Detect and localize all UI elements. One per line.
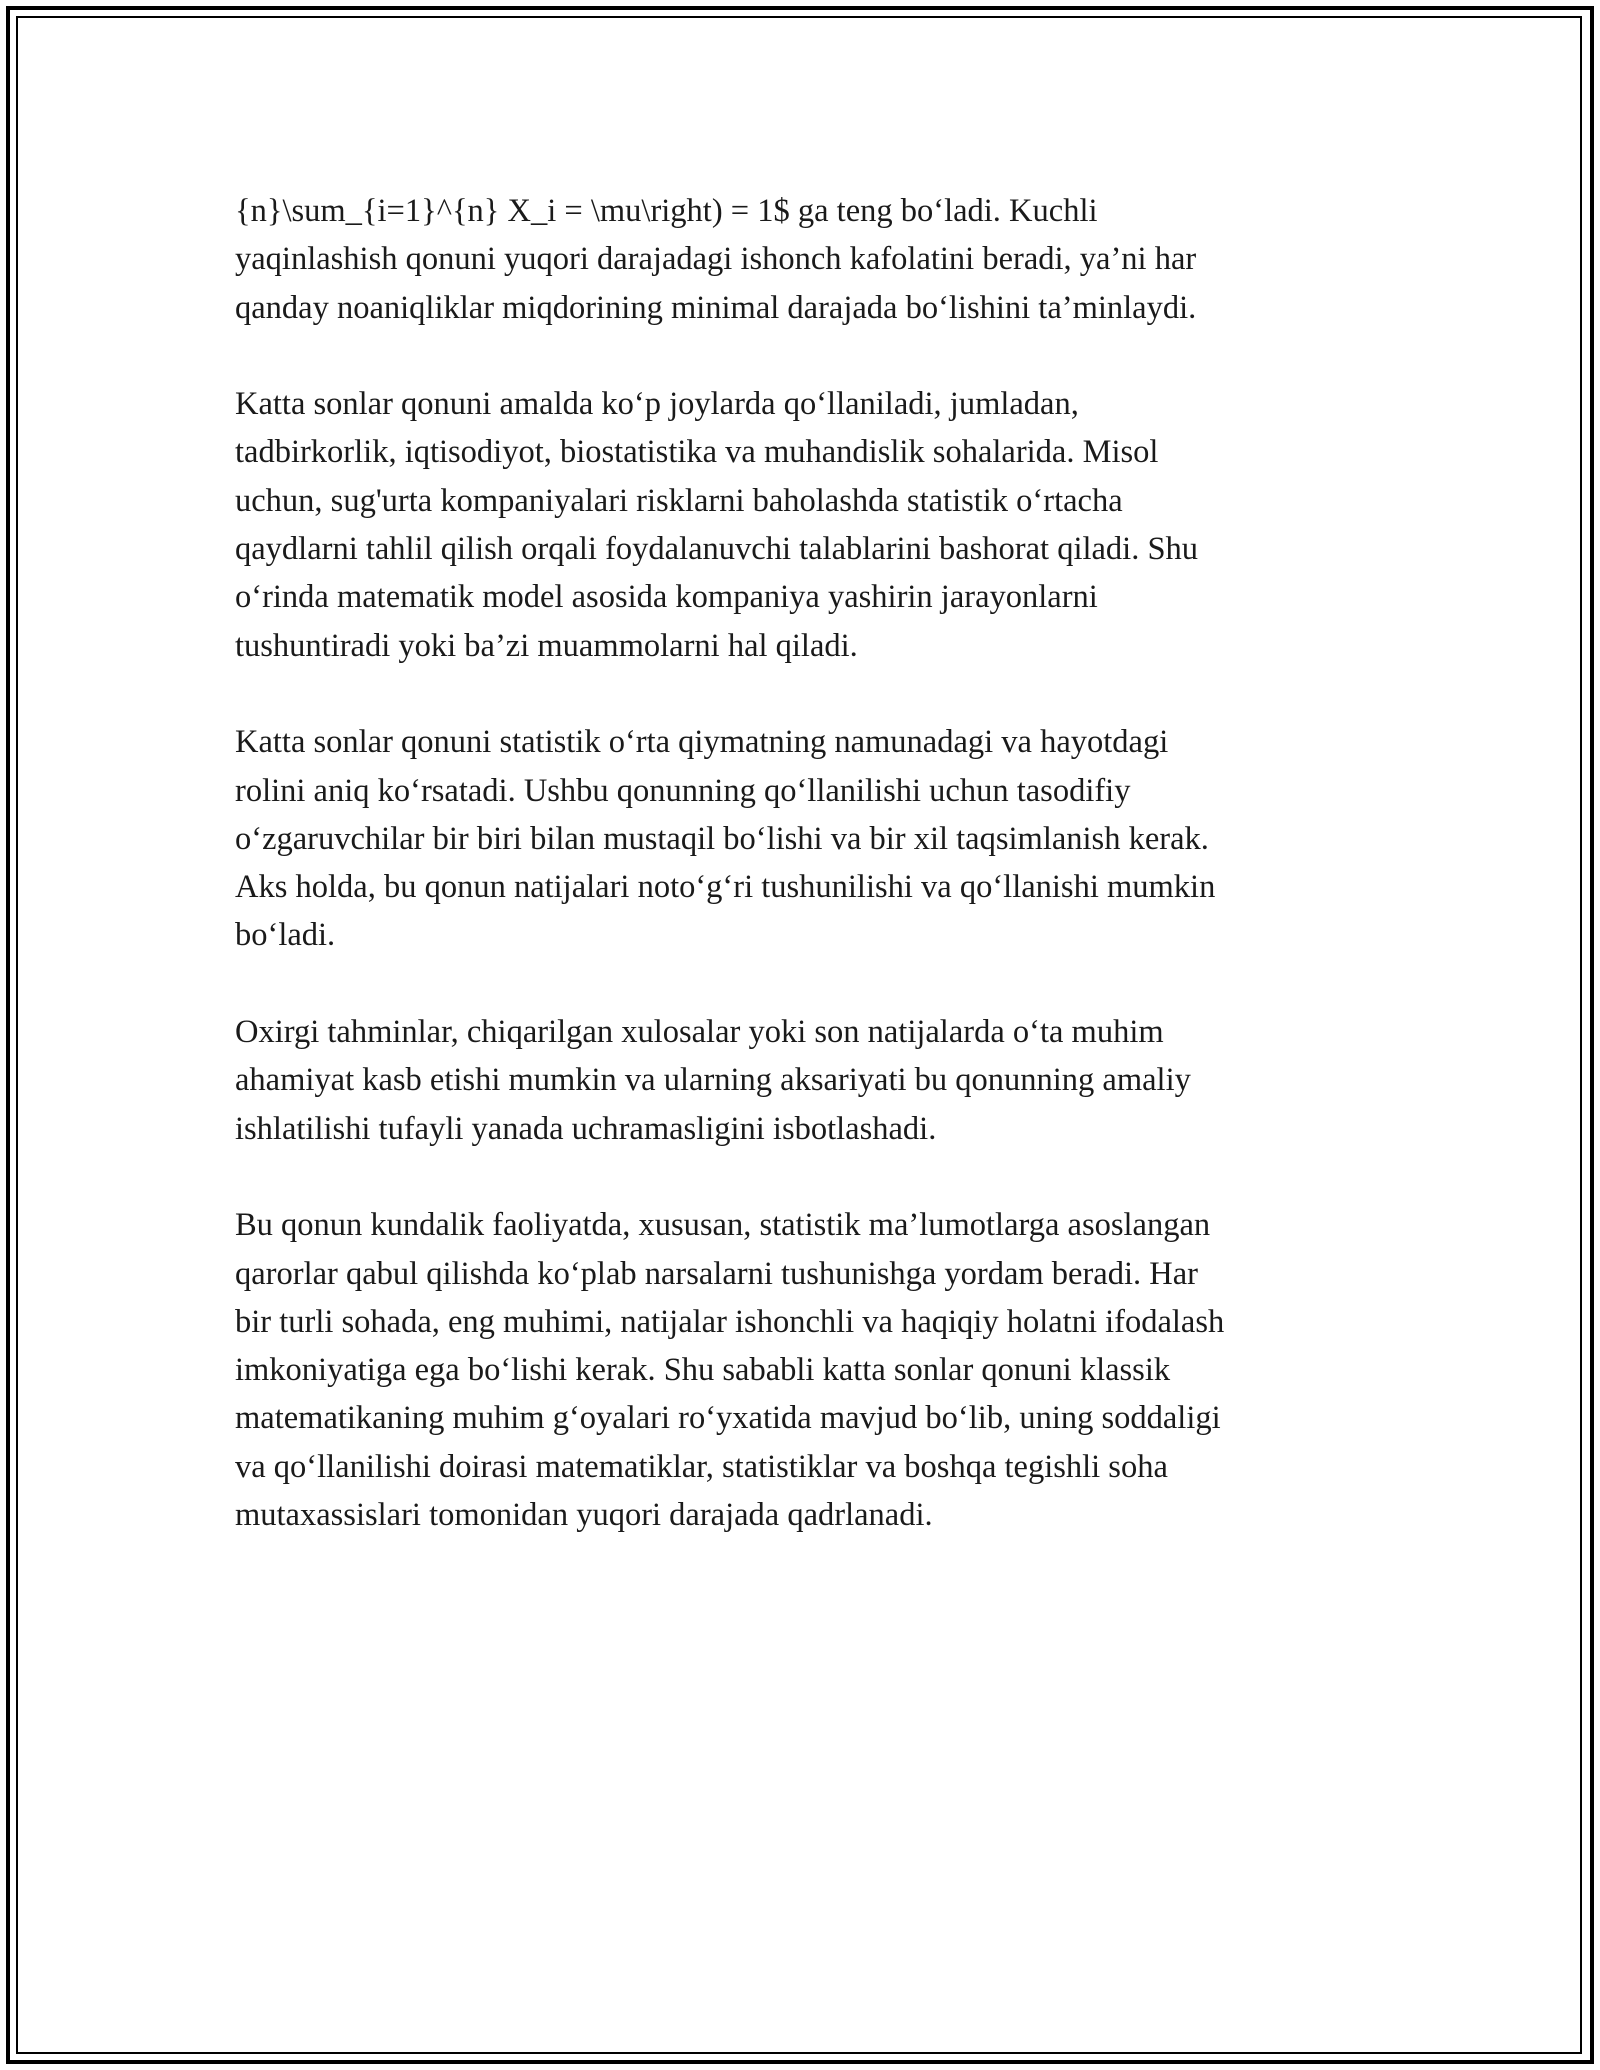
paragraph-daily-activity: Bu qonun kundalik faoliyatda, xususan, statistik ma’lumotlarga asoslangan qarorlar qabul qilishda ko‘plab narsalarni tushunishga yordam beradi. Har bir turli sohada, eng muhimi, natijalar ishonchli va haqiqiy holatni ifodalash imkoniyatiga ega bo‘lishi kerak. Shu sababli katta sonlar qonuni klassik matematikaning muhim g‘oyalari ro‘yxatida mavjud bo‘lib, uning soddaligi va qo‘llanilishi doirasi matematiklar, statistiklar va boshqa tegishli soha mutaxassislari tomonidan yuqori darajada qadrlanadi. bbox=[235, 1207, 1225, 1534]
document-body bbox=[235, 187, 1365, 1588]
paragraph-formula-continuation: {n}\sum_{i=1}^{n} X_i = \mu\right) = 1$ ga teng bo‘ladi. Kuchli yaqinlashish qonuni yuqori darajadagi ishonch kafolatini beradi, ya’ni har qanday noaniqliklar miqdorining minimal darajada bo‘lishini ta’minlaydi. bbox=[235, 193, 1197, 326]
paragraph-statistical-mean: Katta sonlar qonuni statistik o‘rta qiymatning namunadagi va hayotdagi rolini aniq ko‘rsatadi. Ushbu qonunning qo‘llanilishi uchun tasodifiy o‘zgaruvchilar bir biri bilan mustaqil bo‘lishi va bir xil taqsimlanish kerak. Aks holda, bu qonun natijalari noto‘g‘ri tushunilishi va qo‘llanishi mumkin bo‘ladi. bbox=[235, 724, 1216, 954]
paragraph-applications: Katta sonlar qonuni amalda ko‘p joylarda qo‘llaniladi, jumladan, tadbirkorlik, iqtisodiyot, biostatistika va muhandislik sohalarida. Misol uchun, sug'urta kompaniyalari risklarni baholashda statistik o‘rtacha qaydlarni tahlil qilish orqali foydalanuvchi talablarini bashorat qiladi. Shu o‘rinda matematik model asosida kompaniya yashirin jarayonlarni tushuntiradi yoki ba’zi muammolarni hal qiladi. bbox=[235, 386, 1199, 664]
paragraph-final-estimates: Oxirgi tahminlar, chiqarilgan xulosalar yoki son natijalarda o‘ta muhim ahamiyat kasb etishi mumkin va ularning aksariyati bu qonunning amaliy ishlatilishi tufayli yanada uchramasligini isbotlashadi. bbox=[235, 1014, 1191, 1147]
